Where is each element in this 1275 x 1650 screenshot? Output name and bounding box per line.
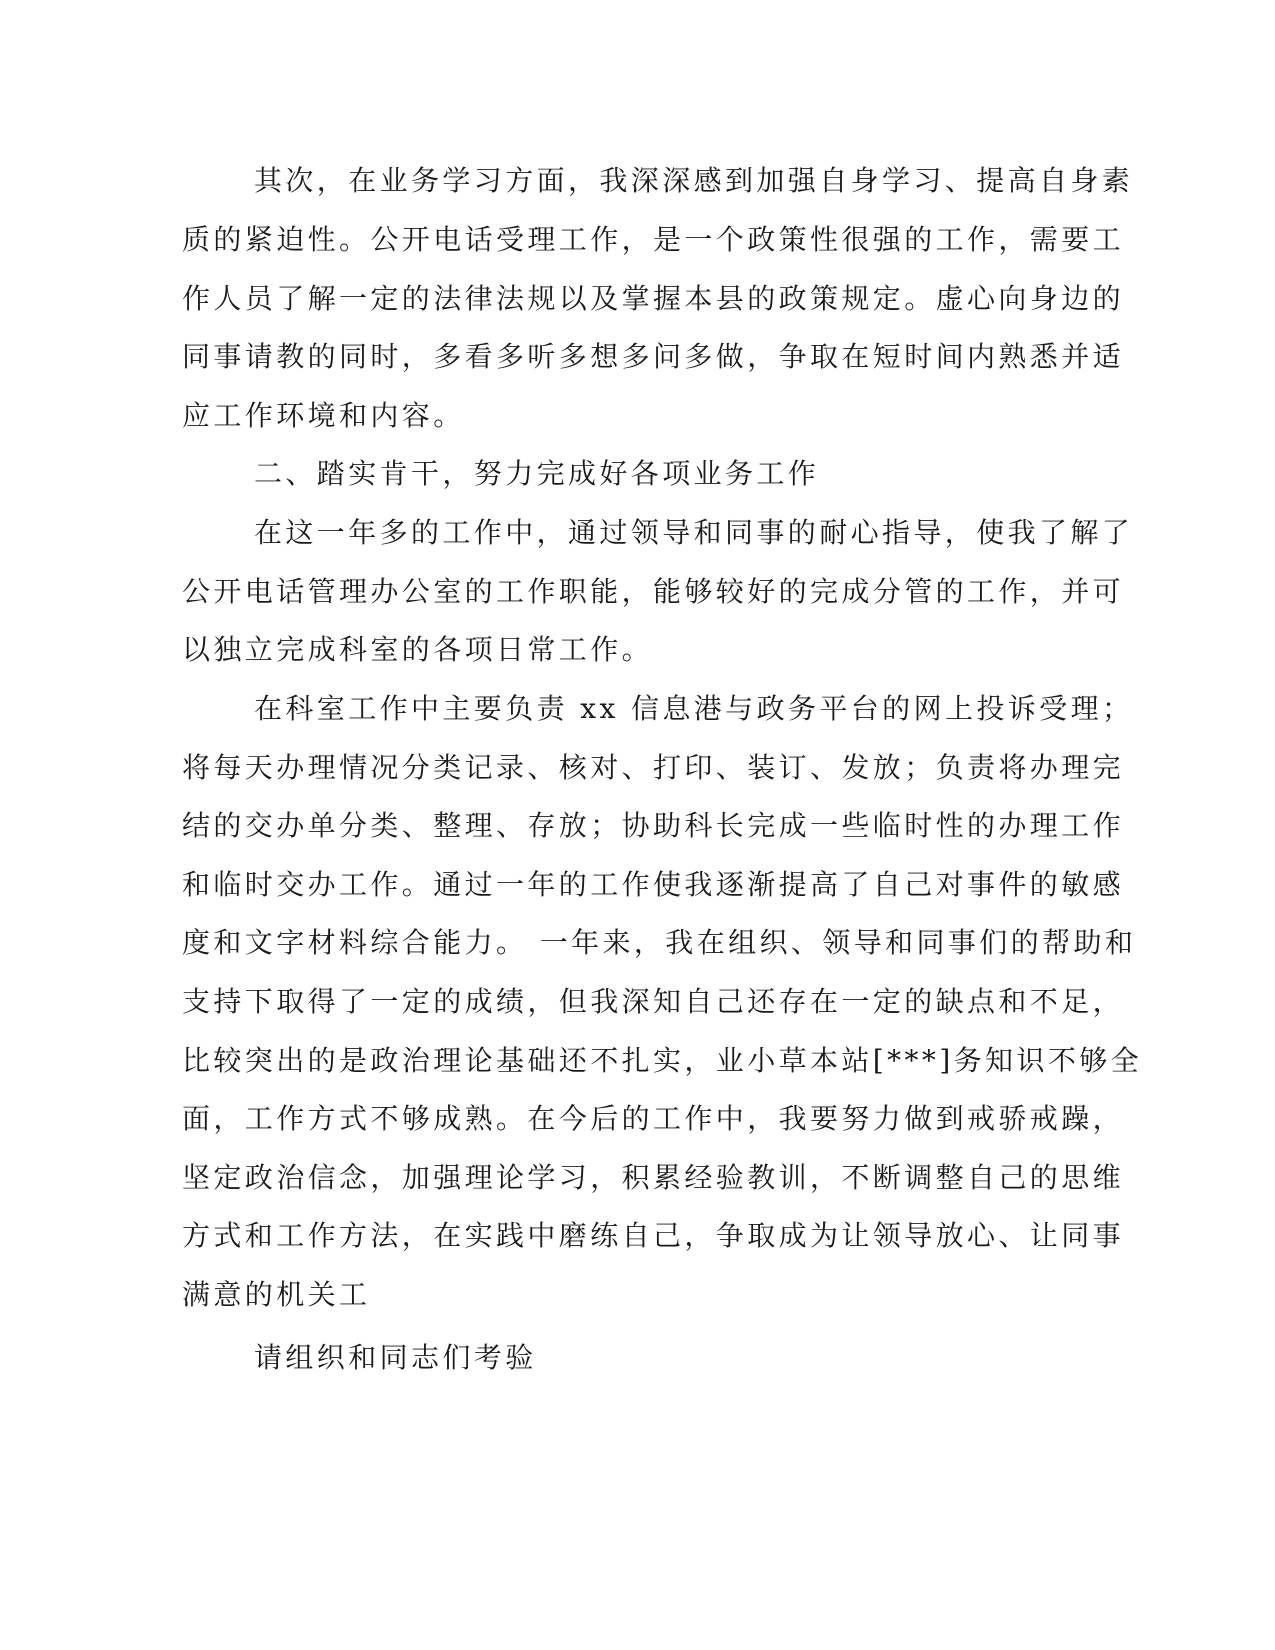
- paragraph-line: 方式和工作方法，在实践中磨练自己，争取成为让领导放心、让同事: [182, 1219, 1125, 1252]
- paragraph-line: 度和文字材料综合能力。 一年来，我在组织、领导和同事们的帮助和: [182, 926, 1137, 959]
- paragraph-line: 公开电话管理办公室的工作职能，能够较好的完成分管的工作，并可: [182, 575, 1125, 608]
- paragraph-line: 同事请教的同时，多看多听多想多问多做，争取在短时间内熟悉并适: [182, 340, 1125, 373]
- paragraph-line: 和临时交办工作。通过一年的工作使我逐渐提高了自己对事件的敏感: [182, 868, 1125, 901]
- paragraph-line: 在科室工作中主要负责 xx 信息港与政务平台的网上投诉受理；: [254, 692, 1134, 725]
- paragraph-line: 坚定政治信念，加强理论学习，积累经验教训，不断调整自己的思维: [182, 1161, 1125, 1194]
- paragraph-line: 面，工作方式不够成熟。在今后的工作中，我要努力做到戒骄戒躁，: [182, 1102, 1125, 1135]
- paragraph-line: 满意的机关工: [182, 1278, 371, 1311]
- paragraph-line: 将每天办理情况分类记录、核对、打印、装订、发放；负责将办理完: [182, 751, 1125, 784]
- paragraph-line: 应工作环境和内容。: [182, 399, 465, 432]
- paragraph-line: 比较突出的是政治理论基础还不扎实，业小草本站[***]务知识不够全: [182, 1044, 1143, 1077]
- paragraph-line: 支持下取得了一定的成绩，但我深知自己还存在一定的缺点和不足，: [182, 985, 1125, 1018]
- paragraph-line: 质的紧迫性。公开电话受理工作，是一个政策性很强的工作，需要工: [182, 223, 1125, 256]
- paragraph-line: 结的交办单分类、整理、存放；协助科长完成一些临时性的办理工作: [182, 809, 1125, 842]
- section-heading: 二、踏实肯干，努力完成好各项业务工作: [254, 457, 820, 490]
- paragraph-line: 以独立完成科室的各项日常工作。: [182, 633, 654, 666]
- paragraph-line: 在这一年多的工作中，通过领导和同事的耐心指导，使我了解了: [254, 516, 1134, 549]
- paragraph-line: 作人员了解一定的法律法规以及掌握本县的政策规定。虚心向身边的: [182, 282, 1125, 315]
- closing-line: 请组织和同志们考验: [254, 1341, 537, 1374]
- paragraph-line: 其次，在业务学习方面，我深深感到加强自身学习、提高自身素: [254, 164, 1134, 197]
